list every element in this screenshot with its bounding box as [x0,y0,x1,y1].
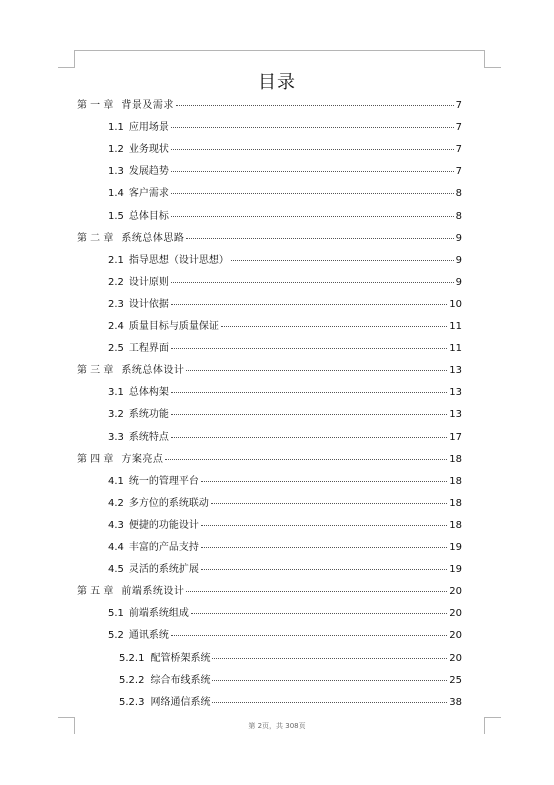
toc-entry-number: 5.2 [108,630,124,642]
toc-page-number: 20 [449,608,462,620]
toc-page-number: 18 [449,497,462,509]
toc-dot-leader [171,347,447,349]
toc-entry-title: 便捷的功能设计 [128,519,199,531]
toc-section-entry[interactable] [119,695,462,711]
toc-entry-title: 系统总体设计 [121,365,185,377]
crop-mark-top-left-v [74,50,75,67]
toc-entry-number: 2.4 [108,321,124,332]
toc-dot-leader [171,148,454,150]
toc-entry-number: 4.4 [108,542,124,553]
toc-entry-number: 4.3 [108,519,124,531]
toc-dot-leader [191,612,447,614]
toc-dot-leader [171,436,447,438]
toc-page-number: 9 [455,254,462,266]
toc-entry-number: 3.1 [108,387,124,399]
toc-section-entry[interactable] [108,253,462,269]
toc-entry-number: 3.3 [108,431,124,443]
toc-entry-number: 第 五 章 [77,586,114,598]
toc-page-number: 19 [449,542,462,553]
toc-entry-number: 1.5 [108,210,124,222]
toc-page-number: 38 [449,696,462,708]
toc-section-entry[interactable] [108,275,462,291]
toc-dot-leader [212,701,447,703]
toc-page-number: 20 [449,630,462,642]
toc-entry-title: 系统总体思路 [121,232,185,244]
toc-section-entry[interactable] [108,407,462,423]
toc-entry-number: 4.2 [108,497,124,509]
toc-entry-title: 应用场景 [128,122,169,134]
toc-entry-title: 多方位的系统联动 [128,497,209,509]
toc-entry-title: 方案亮点 [121,453,164,465]
toc-entry-number: 第 四 章 [77,453,114,465]
toc-dot-leader [211,502,447,504]
toc-entry-number: 2.3 [108,298,124,310]
toc-entry-title: 设计原则 [128,276,169,288]
toc-dot-leader [186,369,447,371]
toc-page-number: 20 [449,652,462,664]
toc-entry-number: 4.1 [108,475,124,487]
toc-dot-leader [171,303,447,305]
toc-entry-title: 灵活的系统扩展 [128,564,199,576]
toc-page-number: 18 [449,519,462,531]
toc-entry-number: 5.1 [108,608,124,620]
toc-page-number: 25 [449,674,462,686]
toc-section-entry[interactable] [108,164,462,180]
toc-entry-number: 1.4 [108,188,124,200]
toc-dot-leader [201,480,447,482]
toc-dot-leader [231,259,454,261]
toc-dot-leader [221,325,447,327]
toc-section-entry[interactable] [119,651,462,667]
toc-dot-leader [212,679,447,681]
toc-page-number: 13 [449,387,462,399]
toc-section-entry[interactable] [108,430,462,446]
toc-entry-title: 前端系统组成 [128,608,189,620]
toc-page-number: 13 [449,365,462,377]
toc-dot-leader [171,215,454,217]
crop-mark-top-line [74,50,484,51]
toc-page-number: 9 [455,232,462,244]
toc-dot-leader [176,104,454,106]
toc-section-entry[interactable] [108,628,462,644]
toc-page-number: 7 [455,122,462,134]
toc-page-number: 13 [449,409,462,421]
crop-mark-top-right-v [484,50,485,67]
toc-dot-leader [171,413,447,415]
toc-section-entry[interactable] [108,297,462,313]
crop-mark-bottom-left-h [58,717,75,718]
toc-page-number: 11 [449,343,462,355]
toc-dot-leader [186,237,453,239]
toc-entry-title: 统一的管理平台 [128,475,199,487]
toc-entry-title: 前端系统设计 [121,586,185,598]
toc-entry-title: 通讯系统 [128,630,169,642]
toc-page-number: 8 [455,210,462,222]
toc-section-entry[interactable] [108,518,462,534]
crop-mark-bottom-right-h [484,717,501,718]
toc-section-entry[interactable] [108,142,462,158]
toc-entry-title: 丰富的产品支持 [128,542,199,553]
toc-dot-leader [165,458,447,460]
toc-section-entry[interactable] [108,209,462,225]
toc-entry-title: 客户需求 [128,188,169,200]
toc-entry-number: 4.5 [108,564,124,576]
toc-entry-number: 2.2 [108,276,124,288]
toc-dot-leader [201,546,447,548]
toc-chapter-entry[interactable] [77,584,462,600]
toc-page-number: 17 [449,431,462,443]
toc-page-number: 7 [455,100,462,111]
toc-entry-title: 总体构架 [128,387,169,399]
toc-section-entry[interactable] [108,186,462,202]
toc-entry-title: 业务现状 [128,144,169,156]
toc-chapter-entry[interactable] [77,231,462,247]
toc-page-number: 7 [455,144,462,156]
page-title: 目录 [258,72,296,93]
toc-chapter-entry[interactable] [77,363,462,379]
toc-section-entry[interactable] [108,496,462,512]
toc-section-entry[interactable] [108,606,462,622]
toc-dot-leader [171,281,454,283]
toc-section-entry[interactable] [108,319,462,335]
toc-entry-title: 总体目标 [128,210,169,222]
toc-entry-title: 背景及需求 [121,100,174,111]
toc-section-entry[interactable] [108,385,462,401]
toc-page-number: 9 [455,276,462,288]
toc-section-entry[interactable] [108,120,462,136]
toc-entry-title: 系统功能 [128,409,169,421]
toc-entry-title: 综合布线系统 [150,674,211,686]
toc-entry-number: 1.2 [108,144,124,156]
toc-chapter-entry[interactable] [77,98,462,114]
toc-entry-number: 1.1 [108,122,124,134]
toc-dot-leader [171,634,447,636]
toc-dot-leader [171,170,454,172]
toc-dot-leader [201,568,447,570]
toc-dot-leader [171,391,447,393]
toc-entry-title: 网络通信系统 [150,696,211,708]
toc-chapter-entry[interactable] [77,452,462,468]
toc-entry-number: 2.1 [108,254,124,266]
toc-page-number: 8 [455,188,462,200]
toc-entry-title: 配管桥架系统 [150,652,211,664]
toc-entry-number: 5.2.3 [119,696,145,708]
toc-dot-leader [212,657,447,659]
toc-section-entry[interactable] [119,673,462,689]
toc-entry-number: 3.2 [108,409,124,421]
toc-dot-leader [201,524,447,526]
toc-section-entry[interactable] [108,341,462,357]
toc-entry-number: 第 三 章 [77,365,114,377]
toc-entry-number: 2.5 [108,343,124,355]
toc-entry-title: 指导思想（设计思想） [128,254,229,266]
toc-page-number: 7 [455,166,462,178]
toc-page-number: 18 [449,453,462,465]
toc-entry-number: 第 二 章 [77,232,114,244]
toc-page-number: 20 [449,586,462,598]
toc-section-entry[interactable] [108,562,462,578]
toc-entry-title: 工程界面 [128,343,169,355]
page-footer: 第 2页，共 308页 [248,722,306,730]
toc-dot-leader [171,192,454,194]
toc-entry-title: 质量目标与质量保证 [128,321,219,332]
toc-dot-leader [171,126,454,128]
toc-section-entry[interactable] [108,474,462,490]
toc-page-number: 19 [449,564,462,576]
toc-page-number: 11 [449,321,462,332]
toc-page-number: 18 [449,475,462,487]
toc-section-entry[interactable] [108,540,462,556]
toc-page-number: 10 [449,298,462,310]
toc-entry-number: 5.2.1 [119,652,145,664]
toc-dot-leader [186,590,447,592]
toc-entry-title: 设计依据 [128,298,169,310]
toc-entry-number: 1.3 [108,166,124,178]
toc-entry-title: 系统特点 [128,431,169,443]
toc-entry-number: 5.2.2 [119,674,145,686]
toc-entry-number: 第 一 章 [77,100,114,111]
toc-entry-title: 发展趋势 [128,166,169,178]
